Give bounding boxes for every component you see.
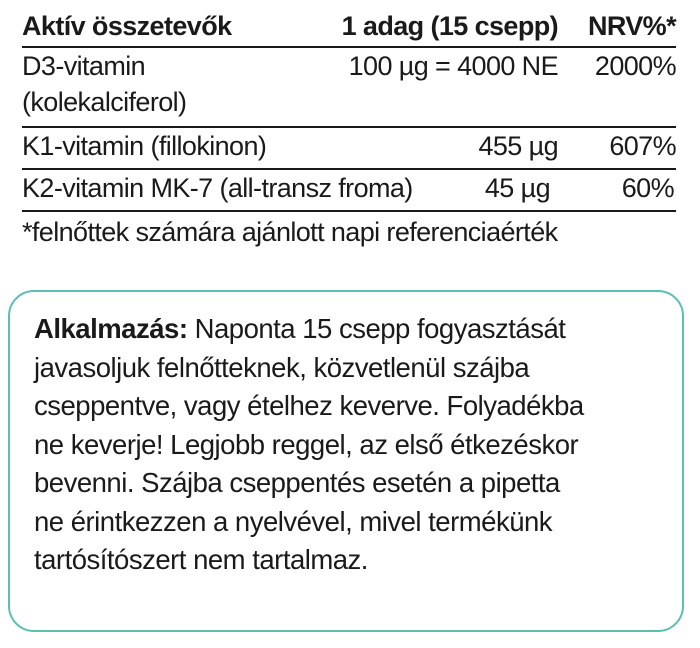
- nrv-cell: 2000%: [594, 51, 676, 81]
- nutrition-table: [22, 8, 676, 250]
- table-row: [22, 170, 676, 212]
- table-header-row: [22, 8, 676, 48]
- usage-line: tartósítószert nem tartalmaz.: [34, 544, 368, 575]
- dose-cell: 455 µg: [478, 131, 558, 161]
- header-nrv: NRV%*: [587, 11, 676, 41]
- dose-cell: 45 µg: [484, 173, 550, 203]
- ingredient-cell: K2-vitamin MK-7 (all-transz froma): [22, 173, 413, 203]
- usage-line: cseppentve, vagy ételhez keverve. Folyadékba: [34, 390, 584, 421]
- ingredient-cell: K1-vitamin (fillokinon): [22, 131, 267, 161]
- usage-box: [8, 290, 684, 632]
- table-row: [22, 48, 676, 128]
- table-row: [22, 128, 676, 170]
- table-footnote: *felnőttek számára ajánlott napi referenciaérték: [22, 217, 558, 247]
- dose-cell: 100 µg = 4000 NE: [348, 51, 558, 81]
- nrv-cell: 607%: [609, 131, 676, 161]
- ingredient-subname: (kolekalciferol): [22, 87, 187, 117]
- header-dose: 1 adag (15 csepp): [341, 11, 558, 41]
- usage-line: javasoljuk felnőtteknek, közvetlenül szájba: [34, 351, 530, 383]
- usage-label: Alkalmazás:: [34, 313, 188, 344]
- usage-line: ne keverje! Legjobb reggel, az első étkezéskor: [34, 428, 579, 460]
- usage-line: bevenni. Szájba cseppentés esetén a pipetta: [34, 467, 560, 498]
- ingredient-cell: [22, 48, 282, 120]
- usage-line: Naponta 15 csepp fogyasztását: [187, 313, 566, 344]
- ingredient-name: D3-vitamin: [22, 51, 146, 81]
- nrv-cell: 60%: [621, 173, 674, 203]
- header-ingredient: Aktív összetevők: [22, 11, 232, 41]
- usage-text: [34, 310, 664, 580]
- usage-line: ne érintkezzen a nyelvével, mivel termékünk: [34, 505, 553, 537]
